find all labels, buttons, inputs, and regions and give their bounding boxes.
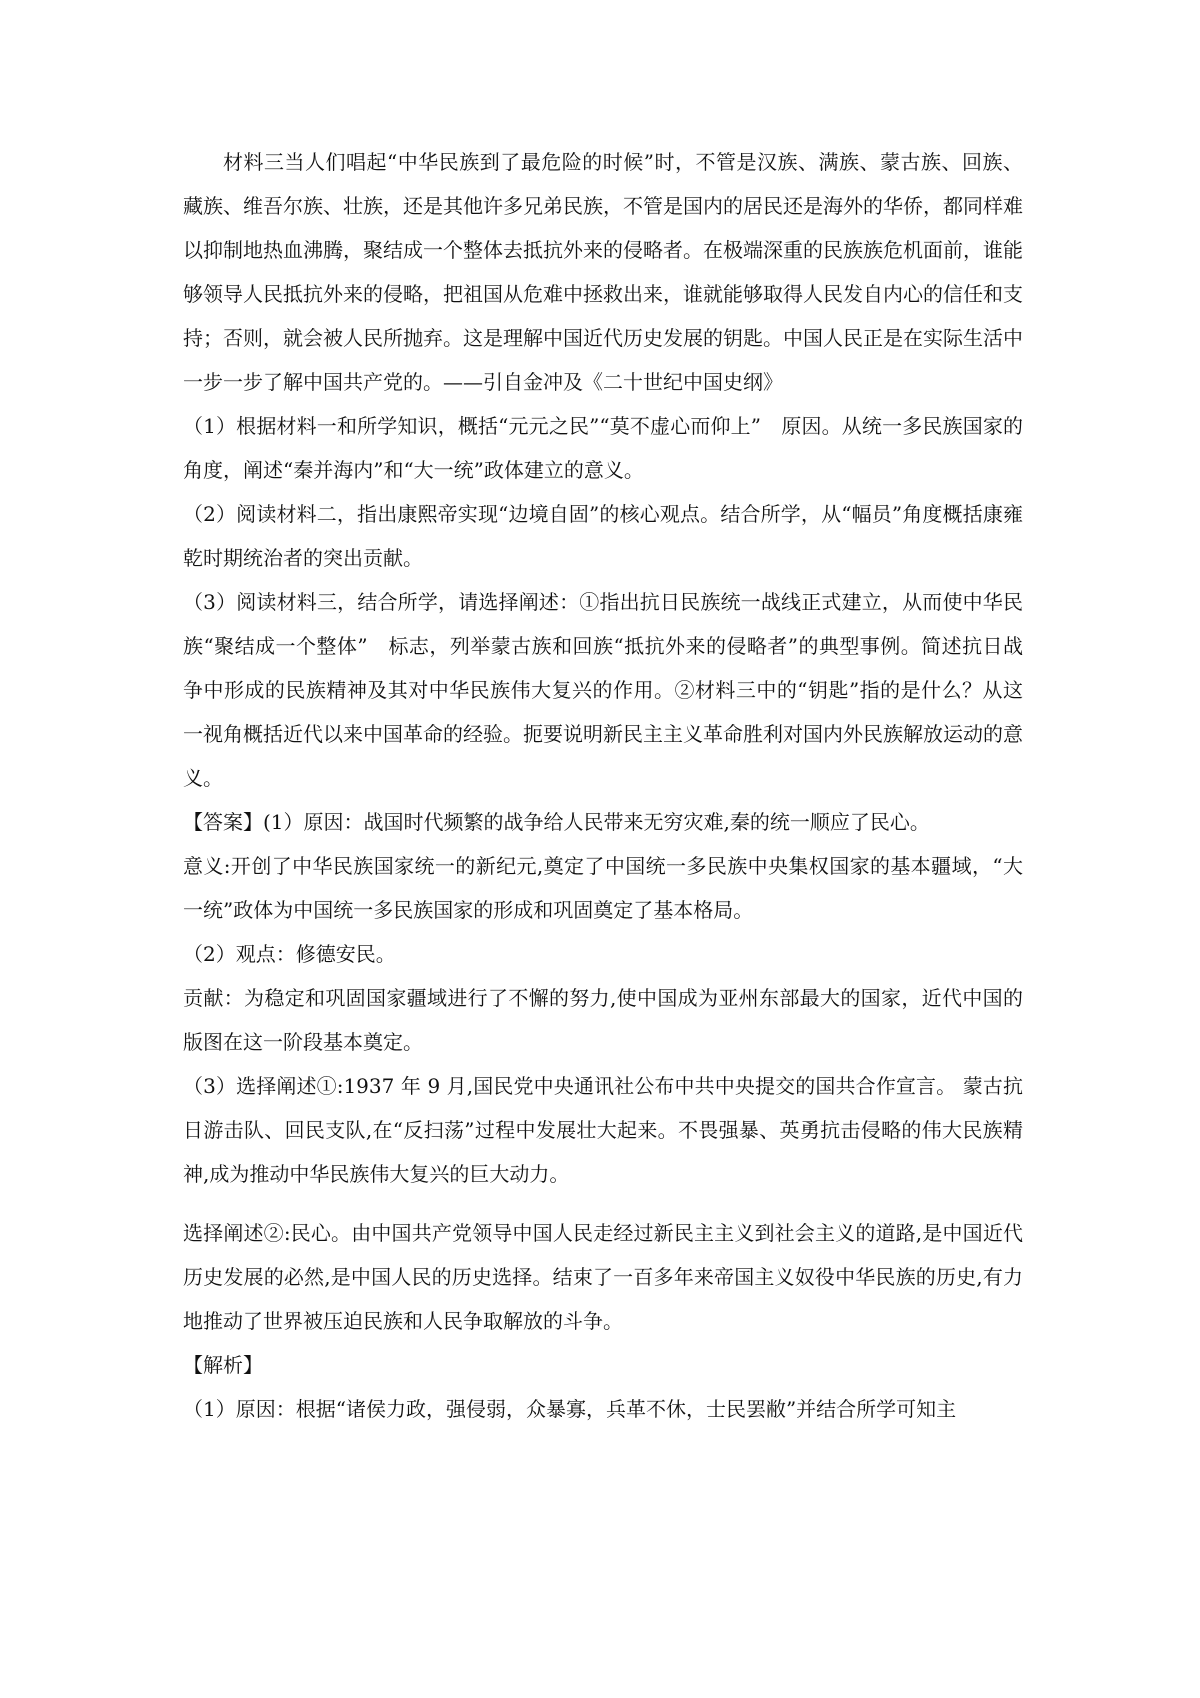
material-three-paragraph: 材料三当人们唱起“中华民族到了最危险的时候”时，不管是汉族、满族、蒙古族、回族、藏族、维吾尔族、壮族，还是其他许多兄弟民族，不管是国内的居民还是海外的华侨，都同样难以抑制地热血沸腾，聚结成一个整体去抵抗外来的侵略者。在极端深重的民族族危机面前，谁能够领导人民抵抗外来的侵略，把祖国从危难中拯救出来，谁就能够取得人民发自内心的信任和支持；否则，就会被人民所抛弃。这是理解中国近代历史发展的钥匙。中国人民正是在实际生活中一步一步了解中国共产党的。——引自金冲及《二十世纪中国史纲》 xyxy=(183,150,1023,394)
question-3: （3）阅读材料三，结合所学，请选择阐述：①指出抗日民族统一战线正式建立，从而使中华民族“聚结成一个整体” 标志，列举蒙古族和回族“抵抗外来的侵略者”的典型事例。简述抗日战争中形成的民族精神及其对中华民族伟大复兴的作用。②材料三中的“钥匙”指的是什么？从这一视角概括近代以来中国革命的经验。扼要说明新民主主义革命胜利对国内外民族解放运动的意义。 xyxy=(183,590,1023,790)
question-1: （1）根据材料一和所学知识，概括“元元之民”“莫不虚心而仰上” 原因。从统一多民族国家的角度，阐述“秦并海内”和“大一统”政体建立的意义。 xyxy=(183,414,1023,482)
answer-2-view: （2）观点：修德安民。 xyxy=(183,942,396,966)
answer-3-choice-1: （3）选择阐述①:1937 年 9 月,国民党中央通讯社公布中共中央提交的国共合作宣言。 蒙古抗日游击队、回民支队,在“反扫荡”过程中发展壮大起来。不畏强暴、英勇抗击侵略的伟大民族精神,成为推动中华民族伟大复兴的巨大动力。 xyxy=(183,1074,1023,1186)
answer-1-reason: 【答案】(1）原因：战国时代频繁的战争给人民带来无穷灾难,秦的统一顺应了民心。 xyxy=(183,810,930,834)
answer-1-meaning: 意义:开创了中华民族国家统一的新纪元,奠定了中国统一多民族中央集权国家的基本疆域，“大一统”政体为中国统一多民族国家的形成和巩固奠定了基本格局。 xyxy=(183,854,1023,922)
document-page xyxy=(183,140,1023,1431)
answer-3-choice-2: 选择阐述②:民心。由中国共产党领导中国人民走经过新民主主义到社会主义的道路,是中国近代历史发展的必然,是中国人民的历史选择。结束了一百多年来帝国主义奴役中华民族的历史,有力地推动了世界被压迫民族和人民争取解放的斗争。 xyxy=(183,1221,1023,1333)
analysis-paragraph-1: （1）原因：根据“诸侯力政，强侵弱，众暴寡，兵革不休，士民罢敝”并结合所学可知主 xyxy=(183,1397,957,1421)
answer-2-contribution: 贡献：为稳定和巩固国家疆域进行了不懈的努力,使中国成为亚州东部最大的国家，近代中国的版图在这一阶段基本奠定。 xyxy=(183,986,1023,1054)
analysis-heading: 【解析】 xyxy=(183,1353,263,1377)
question-2: （2）阅读材料二，指出康熙帝实现“边境自固”的核心观点。结合所学，从“幅员”角度概括康雍乾时期统治者的突出贡献。 xyxy=(183,502,1023,570)
